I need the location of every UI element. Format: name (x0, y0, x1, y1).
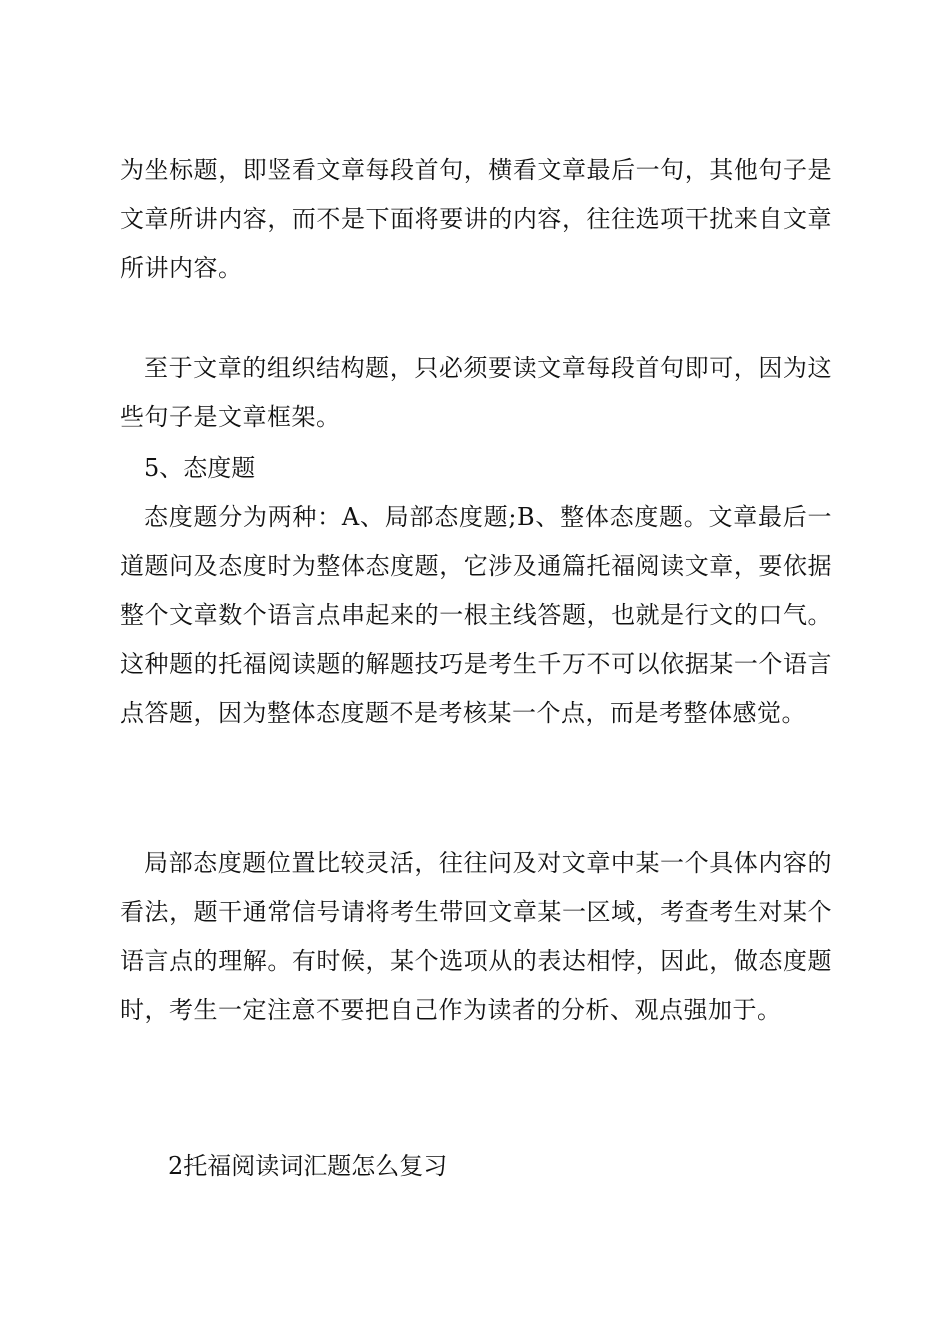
section-heading-attitude: 5、态度题 (144, 454, 256, 482)
section-heading-vocabulary: 2托福阅读词汇题怎么复习 (168, 1152, 448, 1180)
paragraph-attitude-types: 态度题分为两种：A、局部态度题;B、整体态度题。文章最后一道题问及态度时为整体态度题，它涉及通篇托福阅读文章，要依据整个文章数个语言点串起来的一根主线答题，也就是行文的口气。这种题的托福阅读题的解题技巧是考生千万不可以依据某一个语言点答题，因为整体态度题不是考核某一个点，而是考整体感觉。 (120, 503, 832, 727)
paragraph-structure-questions: 至于文章的组织结构题，只必须要读文章每段首句即可，因为这些句子是文章框架。 (120, 354, 832, 431)
paragraph-coordinate-questions: 为坐标题，即竖看文章每段首句，横看文章最后一句，其他句子是文章所讲内容，而不是下面将要讲的内容，往往选项干扰来自文章所讲内容。 (120, 156, 832, 282)
paragraph-local-attitude: 局部态度题位置比较灵活，往往问及对文章中某一个具体内容的看法，题干通常信号请将考生带回文章某一区域，考查考生对某个语言点的理解。有时候，某个选项从的表达相悖，因此，做态度题时，考生一定注意不要把自己作为读者的分析、观点强加于。 (120, 849, 832, 1024)
